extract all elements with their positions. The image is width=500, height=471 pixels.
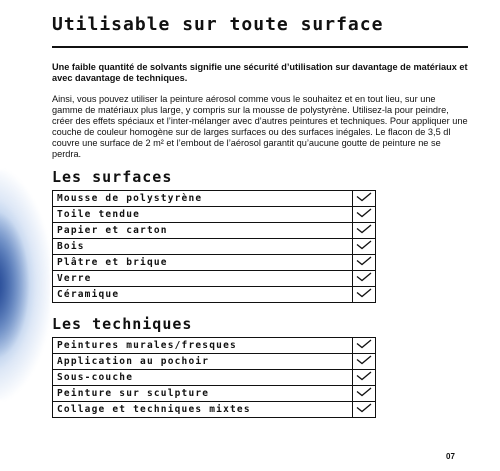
checkmark-icon xyxy=(356,272,372,282)
checkmark-icon xyxy=(356,192,372,202)
body-paragraph: Ainsi, vous pouvez utiliser la peinture aérosol comme vous le souhaitez et en tout lieu, sur une gamme de matériaux plus large, y compris sur la mousse de polystyrène. Utilisez-la pour peindre, créer des effets spéciaux et l’inter-mélanger avec d’autres peintures et techniques. Pour appliquer une couche de couleur homogène sur de larges surfaces ou des surfaces inégales. Le flacon de 3,5 dl couvre une surface de 2 m² et l’embout de l’aérosol garantit qu’aucune goutte de peinture ne se perdra. xyxy=(52,94,468,159)
row-label: Sous-couche xyxy=(53,370,353,386)
checkmark-icon xyxy=(356,339,372,349)
page-number: 07 xyxy=(446,452,455,461)
row-label: Plâtre et brique xyxy=(53,255,353,271)
lead-paragraph: Une faible quantité de solvants signifie une sécurité d’utilisation sur davantage de matériaux et avec davantage de techniques. xyxy=(52,62,468,83)
row-check-cell xyxy=(353,207,376,223)
surfaces-table xyxy=(52,190,376,303)
row-check-cell xyxy=(353,271,376,287)
surfaces-heading: Les surfaces xyxy=(52,168,173,186)
row-check-cell xyxy=(353,370,376,386)
checkmark-icon xyxy=(356,355,372,365)
table-row xyxy=(53,207,376,223)
row-check-cell xyxy=(353,255,376,271)
table-row xyxy=(53,191,376,207)
row-label: Collage et techniques mixtes xyxy=(53,402,353,418)
page-title: Utilisable sur toute surface xyxy=(52,14,384,35)
checkmark-icon xyxy=(356,224,372,234)
row-check-cell xyxy=(353,287,376,303)
checkmark-icon xyxy=(356,208,372,218)
checkmark-icon xyxy=(356,387,372,397)
techniques-heading: Les techniques xyxy=(52,315,193,333)
row-label: Verre xyxy=(53,271,353,287)
row-label: Peinture sur sculpture xyxy=(53,386,353,402)
row-label: Peintures murales/fresques xyxy=(53,338,353,354)
row-check-cell xyxy=(353,239,376,255)
checkmark-icon xyxy=(356,403,372,413)
row-label: Application au pochoir xyxy=(53,354,353,370)
checkmark-icon xyxy=(356,371,372,381)
checkmark-icon xyxy=(356,240,372,250)
table-row xyxy=(53,271,376,287)
row-check-cell xyxy=(353,191,376,207)
row-check-cell xyxy=(353,386,376,402)
techniques-table xyxy=(52,337,376,418)
table-row xyxy=(53,239,376,255)
spray-paint-decoration-core xyxy=(0,210,30,360)
row-check-cell xyxy=(353,338,376,354)
table-row xyxy=(53,402,376,418)
row-label: Toile tendue xyxy=(53,207,353,223)
table-row xyxy=(53,386,376,402)
row-check-cell xyxy=(353,223,376,239)
row-label: Mousse de polystyrène xyxy=(53,191,353,207)
row-check-cell xyxy=(353,354,376,370)
row-label: Bois xyxy=(53,239,353,255)
table-row xyxy=(53,255,376,271)
checkmark-icon xyxy=(356,256,372,266)
row-label: Papier et carton xyxy=(53,223,353,239)
table-row xyxy=(53,370,376,386)
table-row xyxy=(53,223,376,239)
table-row xyxy=(53,338,376,354)
row-label: Céramique xyxy=(53,287,353,303)
checkmark-icon xyxy=(356,288,372,298)
table-row xyxy=(53,287,376,303)
page-content xyxy=(52,0,468,418)
row-check-cell xyxy=(353,402,376,418)
table-row xyxy=(53,354,376,370)
title-divider xyxy=(52,46,468,48)
